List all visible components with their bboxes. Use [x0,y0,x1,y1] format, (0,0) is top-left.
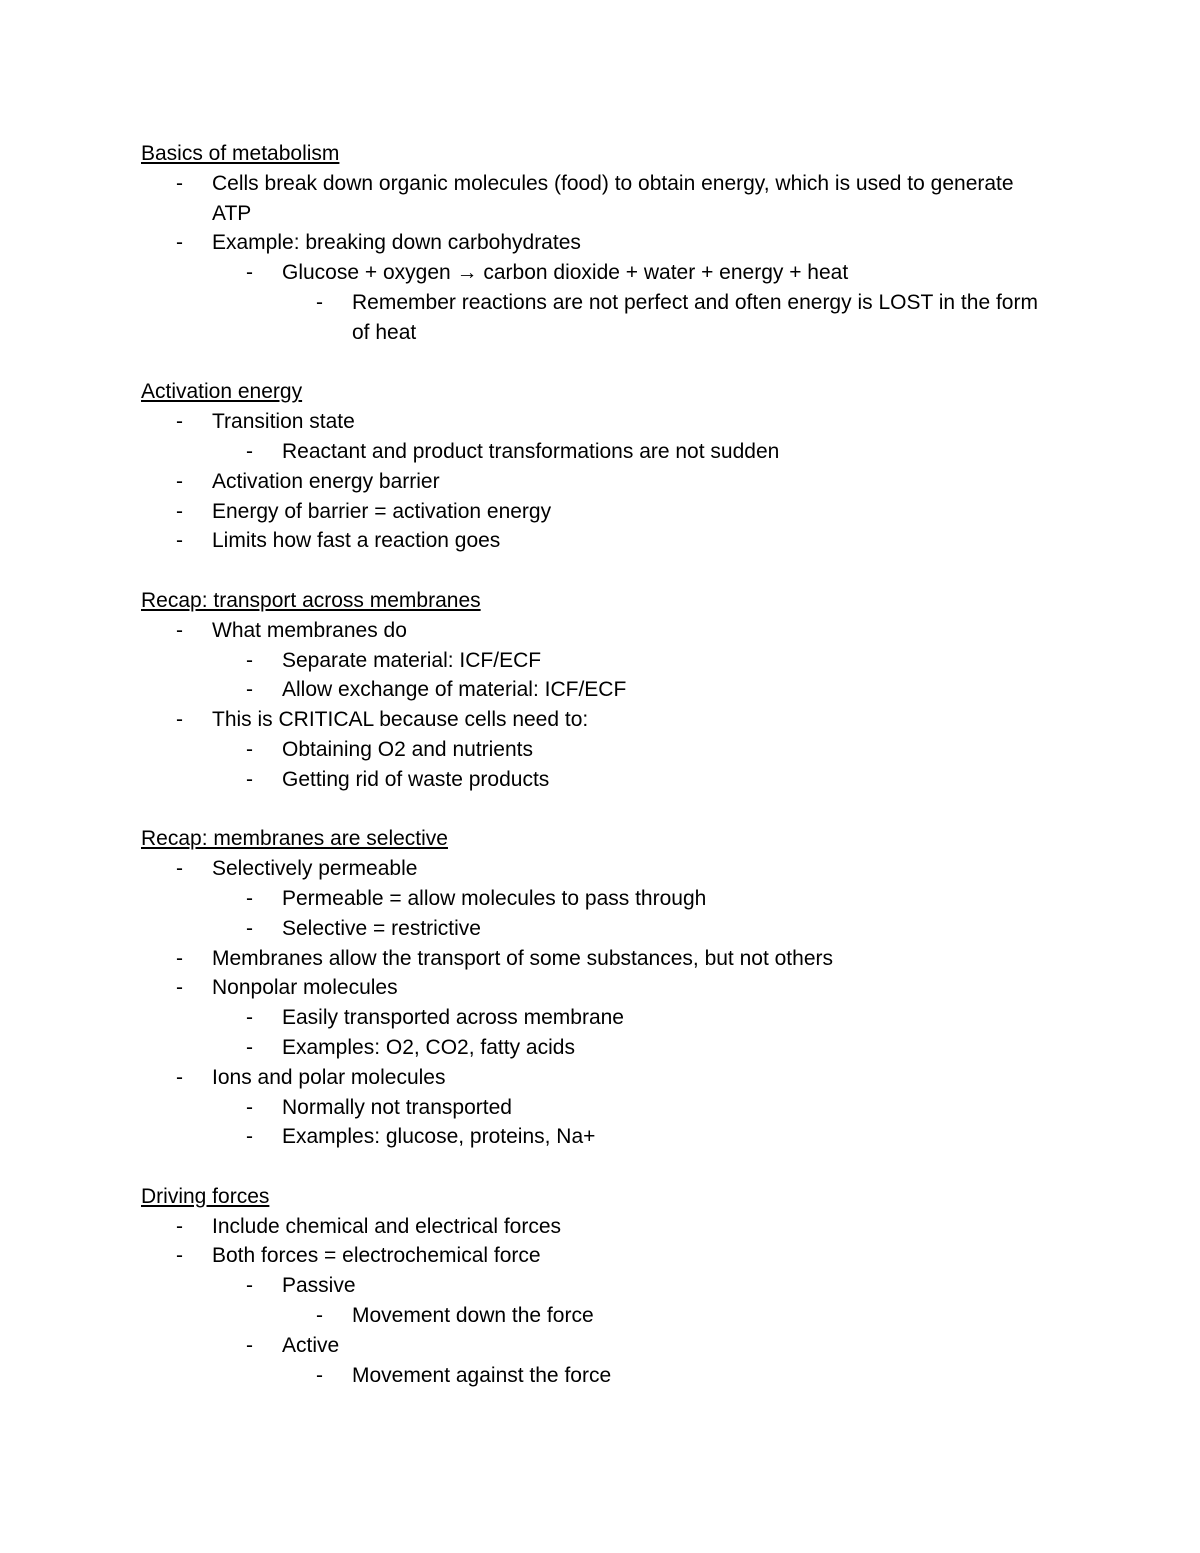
dash-bullet-icon: - [176,946,183,970]
bullet-text: Include chemical and electrical forces [212,1214,562,1238]
section-heading: Activation energy [141,380,303,404]
bullet-item [176,944,1042,974]
bullet-item [246,1033,1042,1063]
bullet-text: Permeable = allow molecules to pass through [282,886,707,910]
dash-bullet-icon: - [246,678,253,702]
bullet-item [246,1093,1042,1123]
dash-bullet-icon: - [176,171,183,195]
bullet-item [246,884,1042,914]
dash-bullet-icon: - [246,439,253,463]
bullet-item [316,288,1042,348]
bullet-text: Energy of barrier = activation energy [212,499,552,523]
dash-bullet-icon: - [246,1035,253,1059]
bullet-item [176,467,1042,497]
bullet-text: Selective = restrictive [282,916,481,940]
bullet-text: Remember reactions are not perfect and often energy is LOST in the form of heat [352,290,1038,344]
bullet-item [246,735,1042,765]
dash-bullet-icon: - [246,737,253,761]
bullet-item [176,705,1042,735]
dash-bullet-icon: - [176,499,183,523]
bullet-text: Selectively permeable [212,857,418,881]
notes-section [141,1182,1101,1391]
section-heading: Recap: membranes are selective [141,827,448,851]
bullet-item [316,1361,1042,1391]
bullet-text: Example: breaking down carbohydrates [212,231,581,255]
bullet-text: Obtaining O2 and nutrients [282,737,533,761]
section-heading: Driving forces [141,1184,270,1208]
bullet-text: Allow exchange of material: ICF/ECF [282,678,627,702]
document-body [141,139,1101,1390]
dash-bullet-icon: - [246,1333,253,1357]
bullet-item [316,1301,1042,1331]
bullet-text: Transition state [212,410,355,434]
dash-bullet-icon: - [246,261,253,285]
dash-bullet-icon: - [176,469,183,493]
bullet-item [176,973,1042,1003]
dash-bullet-icon: - [246,648,253,672]
bullet-text: Limits how fast a reaction goes [212,529,501,553]
notes-section [141,377,1101,556]
bullet-text: Reactant and product transformations are not sudden [282,439,780,463]
bullet-item [246,1271,1042,1301]
dash-bullet-icon: - [176,976,183,1000]
bullet-item [176,228,1042,258]
dash-bullet-icon: - [176,618,183,642]
bullet-item [246,1122,1042,1152]
bullet-item [246,1331,1042,1361]
bullet-text: Easily transported across membrane [282,1006,624,1030]
dash-bullet-icon: - [176,410,183,434]
bullet-text: Nonpolar molecules [212,976,398,1000]
bullet-item [176,497,1042,527]
bullet-text: Ions and polar molecules [212,1065,446,1089]
dash-bullet-icon: - [176,857,183,881]
bullet-item [246,646,1042,676]
bullet-text: Active [282,1333,340,1357]
dash-bullet-icon: - [176,529,183,553]
bullet-item [176,169,1042,229]
bullet-item [176,1241,1042,1271]
bullet-text: Membranes allow the transport of some substances, but not others [212,946,833,970]
bullet-item [246,675,1042,705]
bullet-item [246,437,1042,467]
dash-bullet-icon: - [176,1244,183,1268]
bullet-item [176,616,1042,646]
dash-bullet-icon: - [176,1065,183,1089]
bullet-text: Movement down the force [352,1304,594,1328]
bullet-text: Separate material: ICF/ECF [282,648,542,672]
bullet-item [176,526,1042,556]
notes-section [141,139,1101,348]
notes-section [141,824,1101,1152]
bullet-item [246,914,1042,944]
dash-bullet-icon: - [246,1006,253,1030]
notes-section [141,586,1101,795]
dash-bullet-icon: - [246,1274,253,1298]
dash-bullet-icon: - [316,1304,323,1328]
bullet-text: Both forces = electrochemical force [212,1244,541,1268]
dash-bullet-icon: - [246,1125,253,1149]
section-heading: Basics of metabolism [141,142,340,165]
bullet-text: This is CRITICAL because cells need to: [212,708,589,732]
dash-bullet-icon: - [176,231,183,255]
section-heading: Recap: transport across membranes [141,588,481,612]
bullet-item [176,854,1042,884]
bullet-item [176,1063,1042,1093]
bullet-item [176,407,1042,437]
bullet-text: Activation energy barrier [212,469,440,493]
dash-bullet-icon: - [246,767,253,791]
dash-bullet-icon: - [176,1214,183,1238]
bullet-text: Movement against the force [352,1363,612,1387]
bullet-text: What membranes do [212,618,407,642]
bullet-text: Examples: glucose, proteins, Na+ [282,1125,596,1149]
dash-bullet-icon: - [246,916,253,940]
bullet-text: Getting rid of waste products [282,767,550,791]
bullet-item [176,1212,1042,1242]
bullet-text: Normally not transported [282,1095,512,1119]
dash-bullet-icon: - [246,1095,253,1119]
dash-bullet-icon: - [316,1363,323,1387]
bullet-text: Passive [282,1274,356,1298]
bullet-text: Examples: O2, CO2, fatty acids [282,1035,575,1059]
dash-bullet-icon: - [246,886,253,910]
bullet-text: Glucose + oxygen → carbon dioxide + water + energy + heat [282,261,849,285]
bullet-item [246,1003,1042,1033]
bullet-item [246,765,1042,795]
bullet-item [246,258,1042,288]
dash-bullet-icon: - [176,708,183,732]
dash-bullet-icon: - [316,290,323,314]
bullet-text: Cells break down organic molecules (food) to obtain energy, which is used to generate ATP [212,171,1014,225]
